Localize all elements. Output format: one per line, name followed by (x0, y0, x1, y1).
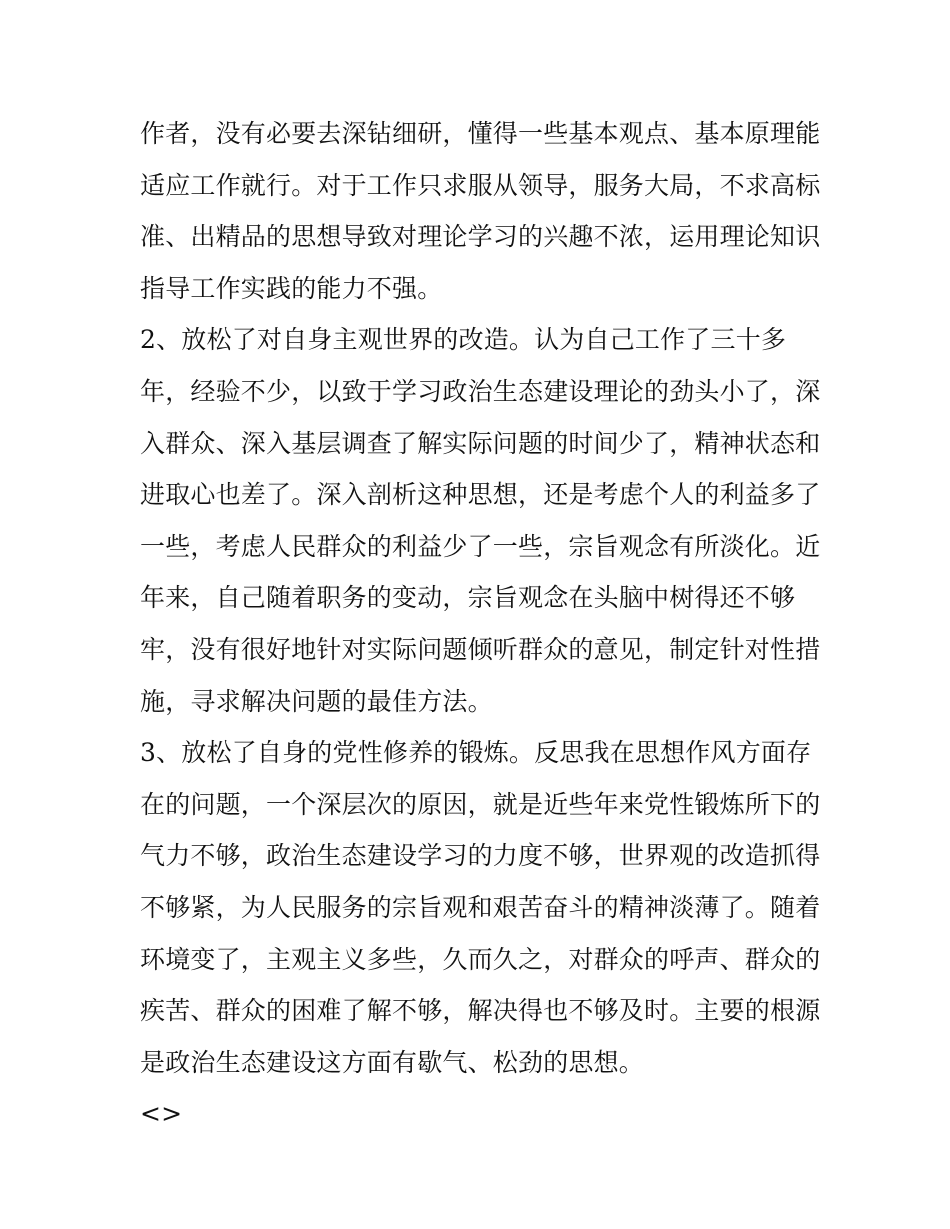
text-line: 牢，没有很好地针对实际问题倾听群众的意见，制定针对性措 (140, 634, 821, 664)
text-line: 疾苦、群众的困难了解不够，解决得也不够及时。主要的根源 (140, 996, 821, 1026)
text-line: 3、放松了自身的党性修养的锻炼。反思我在思想作风方面存 (140, 738, 812, 768)
text-line: 进取心也差了。深入剖析这种思想，还是考虑个人的利益多了 (140, 480, 821, 510)
text-line: 适应工作就行。对于工作只求服从领导，服务大局，不求高标 (140, 170, 821, 200)
document-body (140, 108, 820, 1140)
text-line: 指导工作实践的能力不强。 (140, 273, 443, 303)
text-line: 在的问题，一个深层次的原因，就是近些年来党性锻炼所下的 (140, 789, 821, 819)
text-line: 一些，考虑人民群众的利益少了一些，宗旨观念有所淡化。近 (140, 531, 821, 561)
text-line: 年，经验不少，以致于学习政治生态建设理论的劲头小了，深 (140, 376, 821, 406)
text-line: <> (140, 1099, 183, 1129)
text-line: 不够紧，为人民服务的宗旨观和艰苦奋斗的精神淡薄了。随着 (140, 892, 821, 922)
text-line: 作者，没有必要去深钻细研，懂得一些基本观点、基本原理能 (140, 119, 821, 148)
text-line: 气力不够，政治生态建设学习的力度不够，世界观的改造抓得 (140, 841, 821, 871)
text-line: 环境变了，主观主义多些，久而久之，对群众的呼声、群众的 (140, 944, 821, 974)
text-line: 准、出精品的思想导致对理论学习的兴趣不浓，运用理论知识 (140, 222, 821, 252)
text-line: 入群众、深入基层调查了解实际问题的时间少了，精神状态和 (140, 428, 821, 458)
text-line: 施，寻求解决问题的最佳方法。 (140, 686, 493, 716)
text-line: 2、放松了对自身主观世界的改造。认为自己工作了三十多 (140, 325, 787, 355)
text-line: 是政治生态建设这方面有歇气、松劲的思想。 (140, 1047, 645, 1077)
text-line: 年来，自己随着职务的变动，宗旨观念在头脑中树得还不够 (140, 583, 796, 613)
